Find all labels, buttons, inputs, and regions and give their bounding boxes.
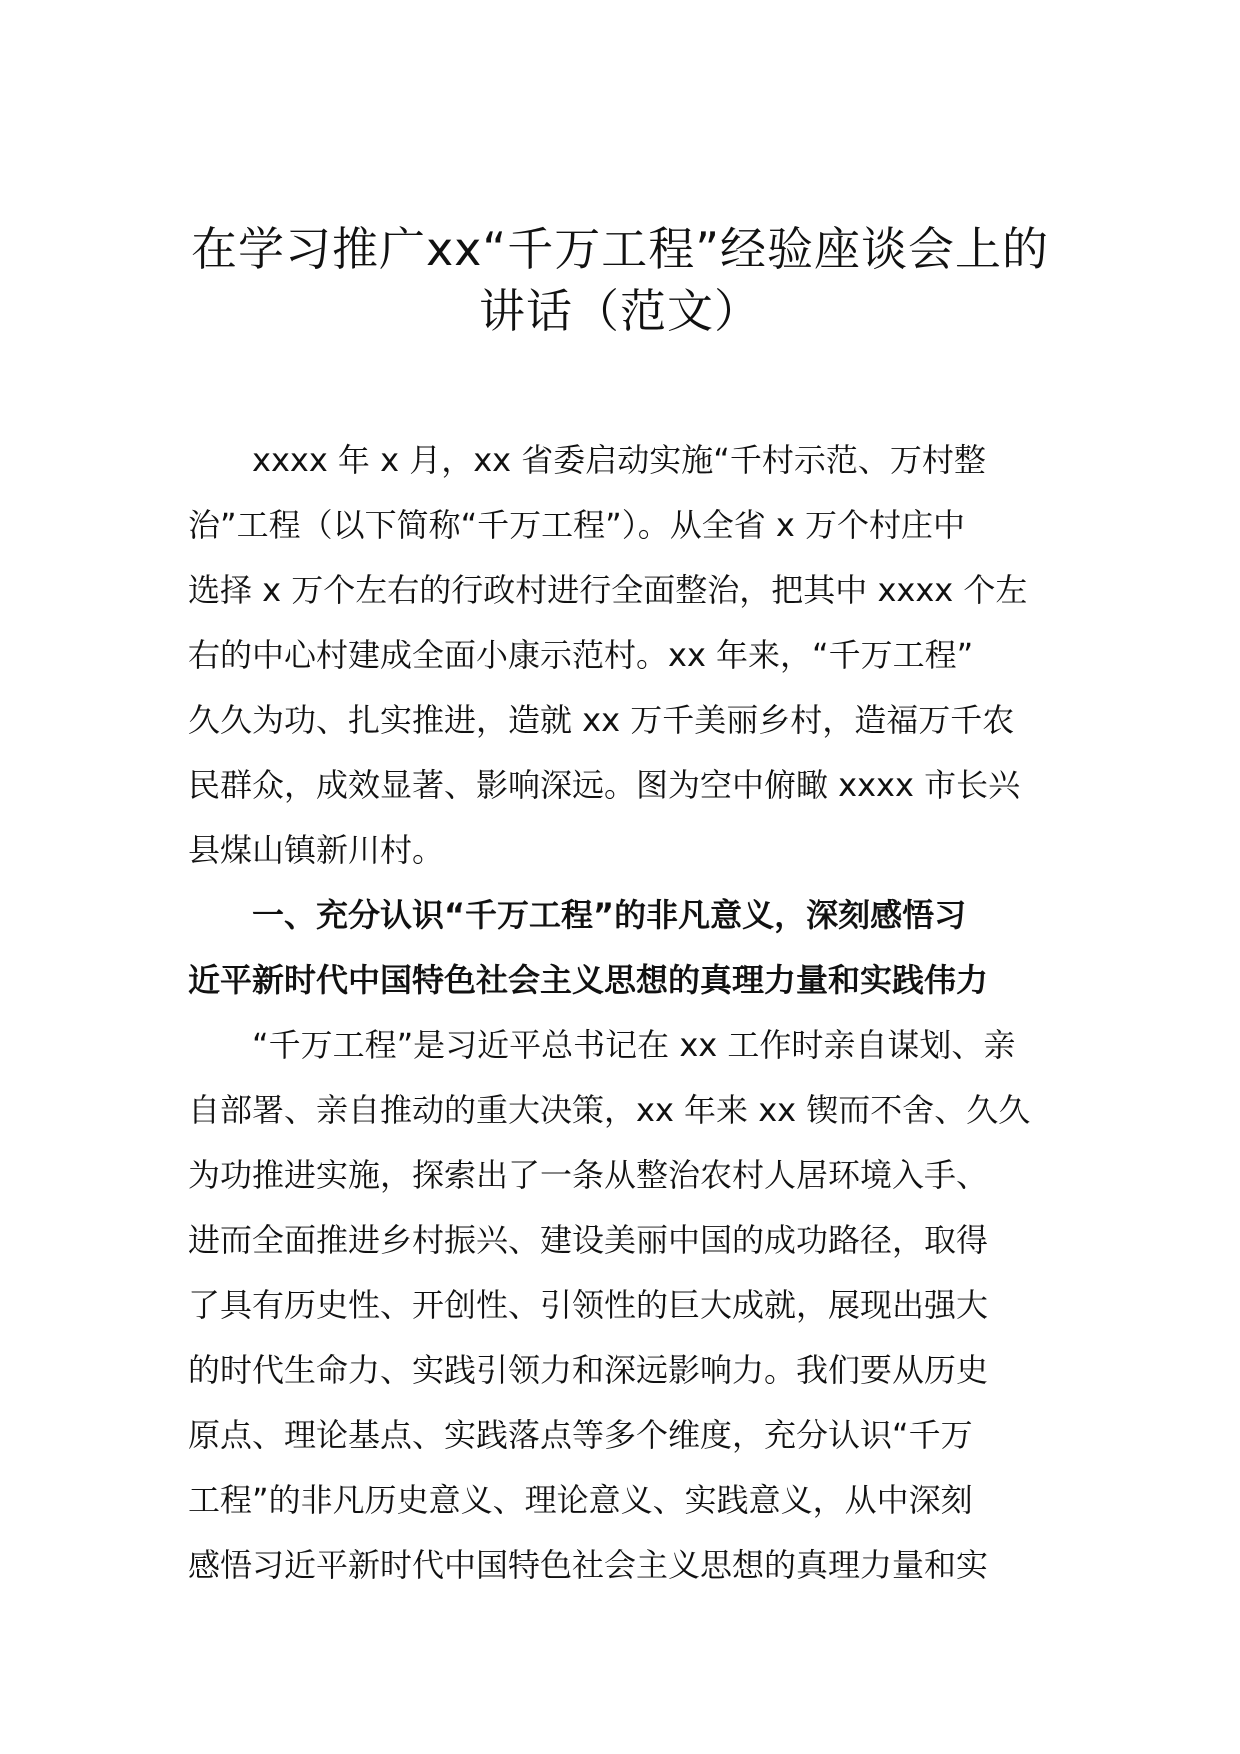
paragraph-line: “千万工程”是习近平总书记在 xx 工作时亲自谋划、亲 — [252, 1026, 1016, 1064]
paragraph-line: 民群众，成效显著、影响深远。图为空中俯瞰 xxxx 市长兴 — [188, 766, 1021, 804]
paragraph-line: 感悟习近平新时代中国特色社会主义思想的真理力量和实 — [188, 1546, 989, 1584]
document-title — [150, 218, 1090, 342]
paragraph-line: 自部署、亲自推动的重大决策，xx 年来 xx 锲而不舍、久久 — [188, 1091, 1031, 1129]
paragraph-line: 进而全面推进乡村振兴、建设美丽中国的成功路径，取得 — [188, 1221, 989, 1259]
section-heading — [188, 883, 1058, 1013]
paragraph-line: 的时代生命力、实践引领力和深远影响力。我们要从历史 — [188, 1351, 989, 1389]
paragraph-line: 县煤山镇新川村。 — [188, 831, 445, 869]
paragraph-intro — [188, 428, 1058, 883]
paragraph-line: 治”工程（以下简称“千万工程”）。从全省 x 万个村庄中 — [188, 506, 966, 544]
paragraph-line: 选择 x 万个左右的行政村进行全面整治，把其中 xxxx 个左 — [188, 571, 1028, 609]
paragraph-line: 原点、理论基点、实践落点等多个维度，充分认识“千万 — [188, 1416, 973, 1454]
paragraph-line: xxxx 年 x 月，xx 省委启动实施“千村示范、万村整 — [252, 441, 986, 479]
heading-line: 一、充分认识“千万工程”的非凡意义，深刻感悟习 — [252, 896, 967, 934]
paragraph-body — [188, 1013, 1058, 1598]
heading-line: 近平新时代中国特色社会主义思想的真理力量和实践伟力 — [188, 961, 989, 999]
document-body — [188, 428, 1058, 1598]
title-line: 在学习推广xx“千万工程”经验座谈会上的 — [190, 222, 1050, 276]
paragraph-line: 了具有历史性、开创性、引领性的巨大成就，展现出强大 — [188, 1286, 989, 1324]
title-line: 讲话（范文） — [479, 284, 761, 338]
paragraph-line: 工程”的非凡历史意义、理论意义、实践意义，从中深刻 — [188, 1481, 973, 1519]
paragraph-line: 久久为功、扎实推进，造就 xx 万千美丽乡村，造福万千农 — [188, 701, 1015, 739]
paragraph-line: 为功推进实施，探索出了一条从整治农村人居环境入手、 — [188, 1156, 989, 1194]
paragraph-line: 右的中心村建成全面小康示范村。xx 年来，“千万工程” — [188, 636, 974, 674]
